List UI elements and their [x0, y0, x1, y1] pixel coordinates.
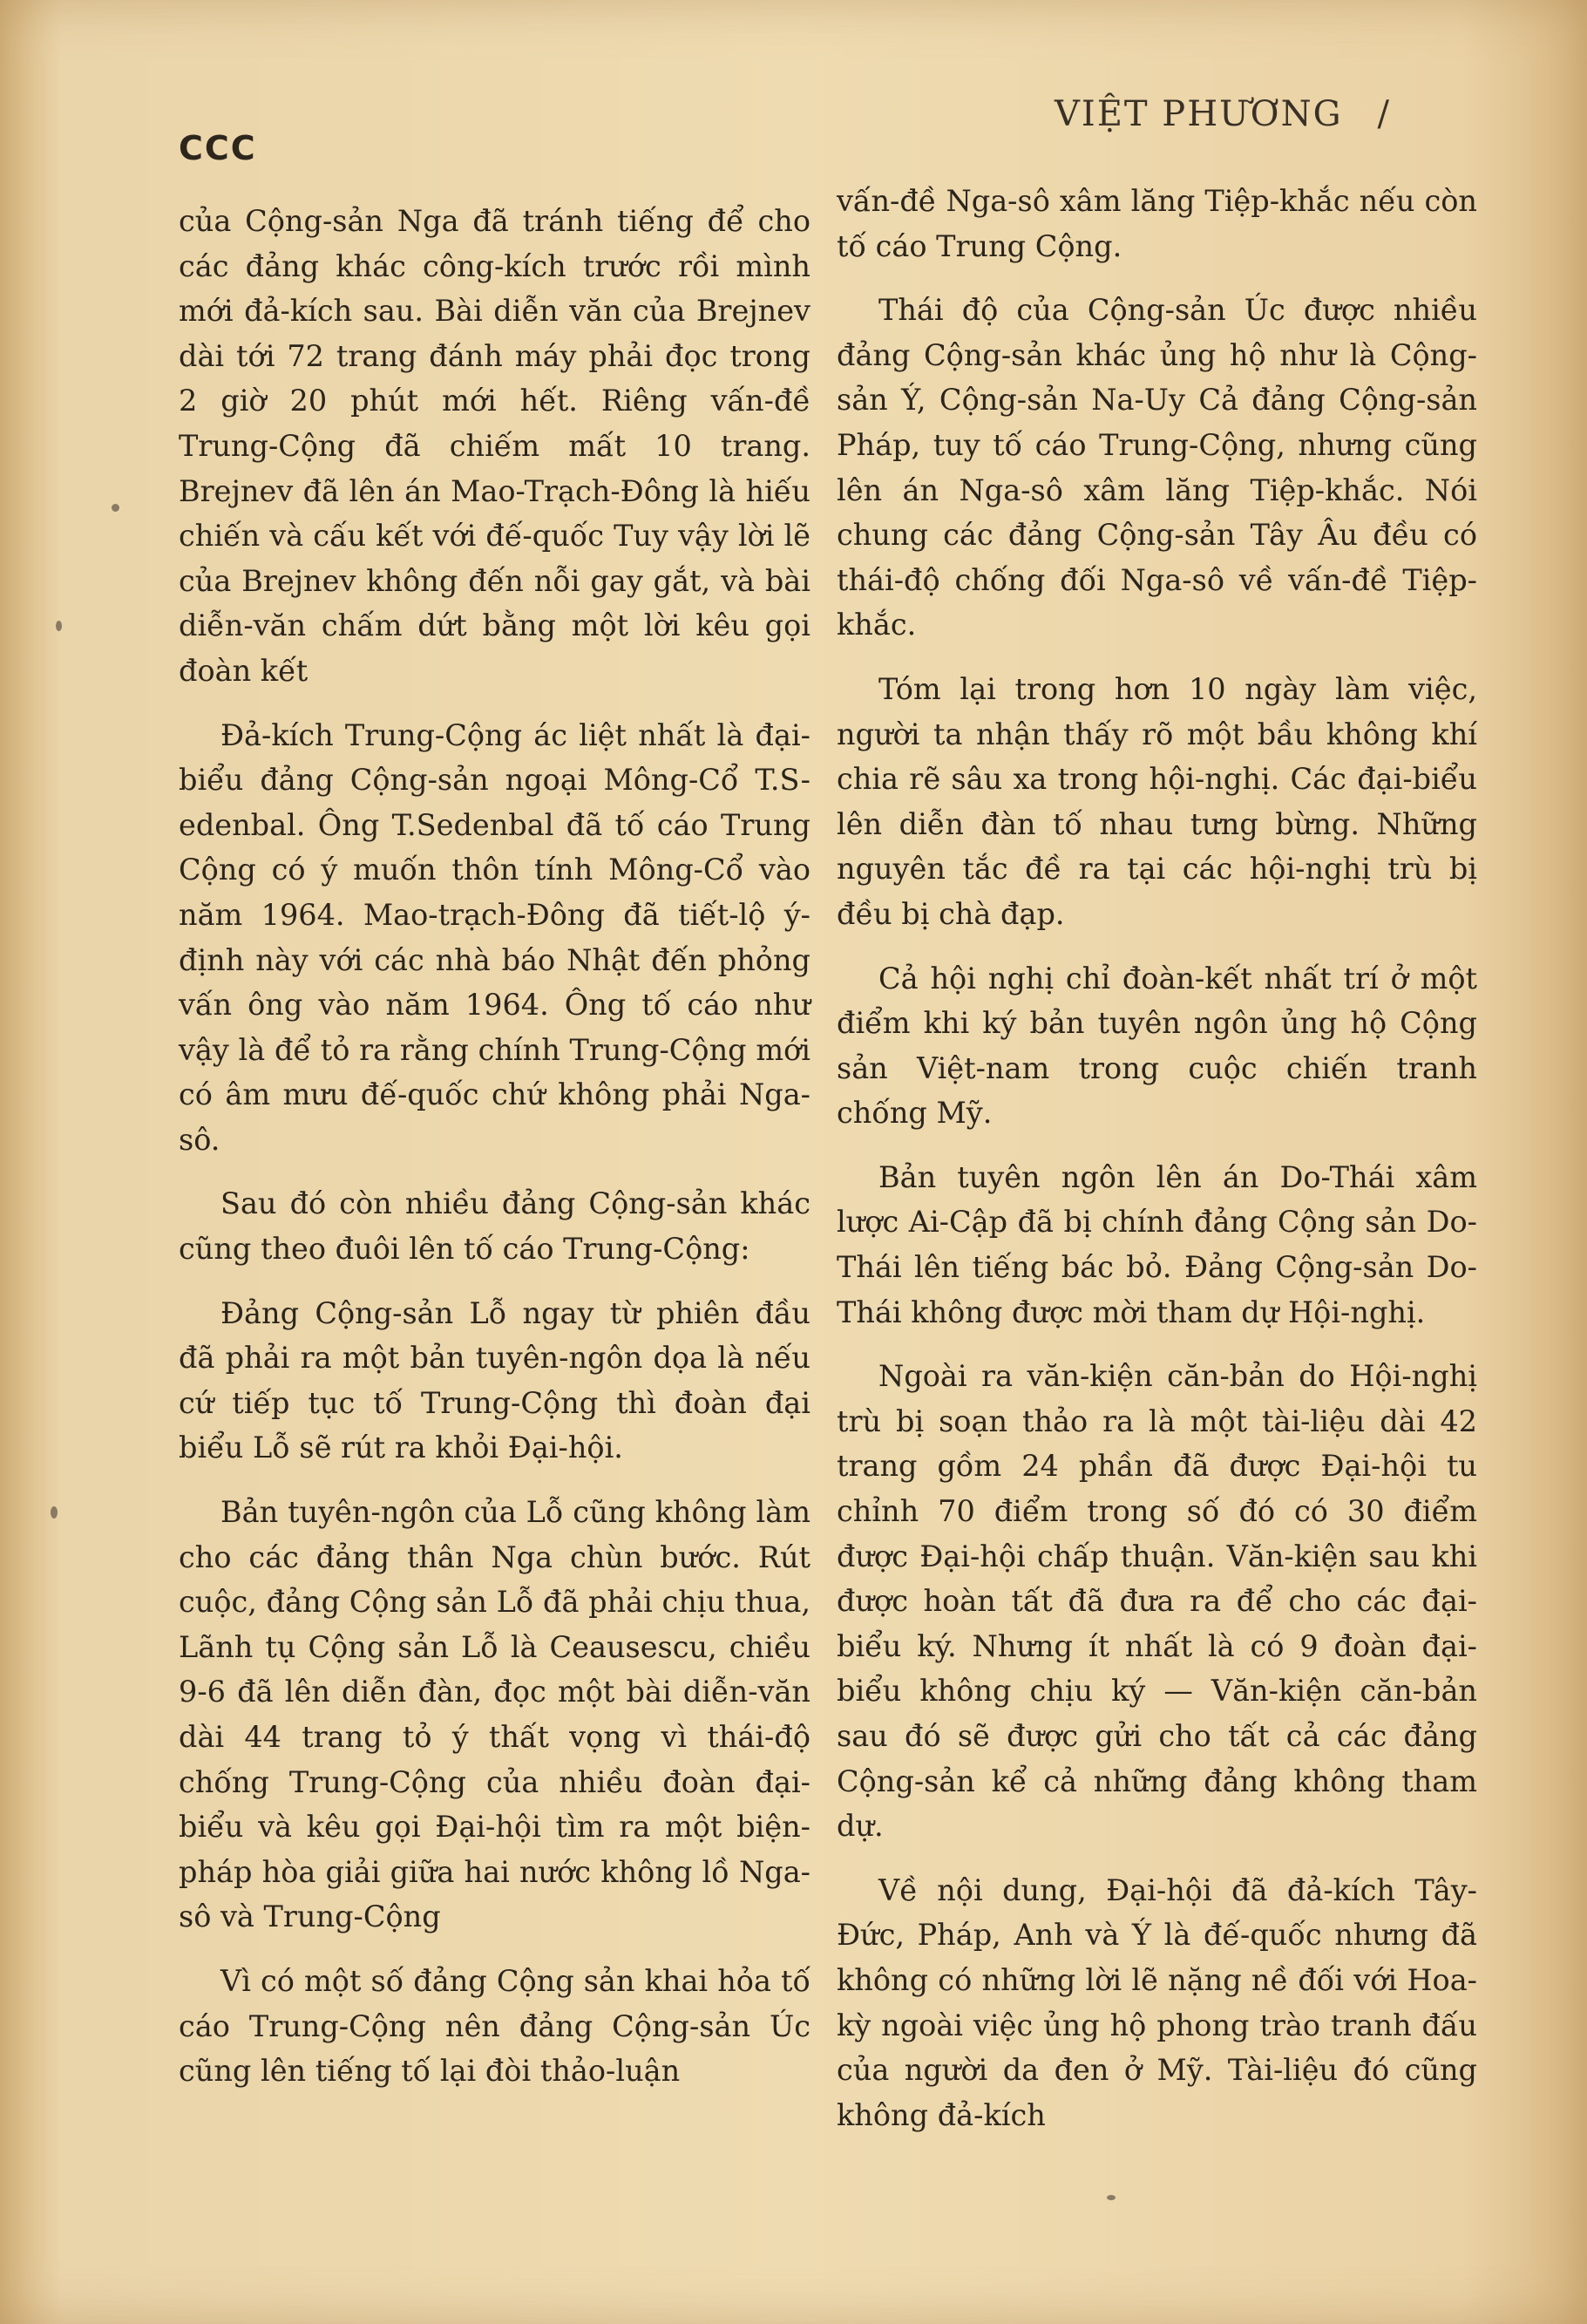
paragraph: của Cộng-sản Nga đã tránh tiếng để cho các đảng khác công-kích trước rồi mình mới đả-kích sau. Bài diễn văn của Brejnev dài tới 72 trang đánh máy phải đọc trong 2 giờ 20 phút mới hết. Riêng vấn-đề Trung-Cộng đã chiếm mất 10 trang. Brejnev đã lên án Mao-Trạch-Đông là hiếu chiến và cấu kết với đế-quốc Tuy vậy lời lẽ của Brejnev không đến nỗi gay gắt, và bài diễn-văn chấm dứt bằng một lời kêu gọi đoàn kết	[179, 204, 810, 688]
running-header	[1055, 94, 1391, 134]
paragraph: Vì có một số đảng Cộng sản khai hỏa tố cáo Trung-Cộng nên đảng Cộng-sản Úc cũng lên tiếng tố lại đòi thảo-luận	[179, 1963, 810, 2089]
paper-speck	[56, 621, 62, 631]
left-column	[179, 199, 810, 2113]
right-column	[837, 179, 1477, 2157]
paragraph: Tóm lại trong hơn 10 ngày làm việc, người ta nhận thấy rõ một bầu không khí chia rẽ sâu xa trong hội-nghị. Các đại-biểu lên diễn đàn tố nhau tưng bừng. Những nguyên tắc đề ra tại các hội-nghị trù bị đều bị chà đạp.	[837, 671, 1477, 931]
paragraph: Thái độ của Cộng-sản Úc được nhiều đảng Cộng-sản khác ủng hộ như là Cộng-sản Ý, Cộng-sản Na-Uy Cả đảng Cộng-sản Pháp, tuy tố cáo Trung-Cộng, nhưng cũng lên án Nga-sô xâm lăng Tiệp-khắc. Nói chung các đảng Cộng-sản Tây Âu đều có thái-độ chống đối Nga-sô về vấn-đề Tiệp-khắc.	[837, 293, 1477, 642]
running-header-mark: /	[1377, 94, 1392, 134]
paragraph: vấn-đề Nga-sô xâm lăng Tiệp-khắc nếu còn tố cáo Trung Cộng.	[837, 184, 1477, 263]
paragraph: Về nội dung, Đại-hội đã đả-kích Tây-Đức, Pháp, Anh và Ý là đế-quốc nhưng đã không có những lời lẽ nặng nề đối với Hoa-kỳ ngoài việc ủng hộ phong trào tranh đấu của người da đen ở Mỹ. Tài-liệu đó cũng không đả-kích	[837, 1872, 1477, 2132]
paragraph: Ngoài ra văn-kiện căn-bản do Hội-nghị trù bị soạn thảo ra là một tài-liệu dài 42 trang gồm 24 phần đã được Đại-hội tu chỉnh 70 điểm trong số đó có 30 điểm được Đại-hội chấp thuận. Văn-kiện sau khi được hoàn tất đã đưa ra để cho các đại-biểu ký. Nhưng ít nhất là có 9 đoàn đại-biểu không chịu ký — Văn-kiện căn-bản sau đó sẽ được gửi cho tất cả các đảng Cộng-sản kể cả những đảng không tham dự.	[837, 1359, 1477, 1844]
paragraph: Đả-kích Trung-Cộng ác liệt nhất là đại-biểu đảng Cộng-sản ngoại Mông-Cổ T.S-edenbal. Ông T.Sedenbal đã tố cáo Trung Cộng có ý muốn thôn tính Mông-Cổ vào năm 1964. Mao-trạch-Đông đã tiết-lộ ý-định này với các nhà báo Nhật đến phỏng vấn ông vào năm 1964. Ông tố cáo như vậy là để tỏ ra rằng chính Trung-Cộng mới có âm mưu đế-quốc chứ không phải Nga-sô.	[179, 717, 810, 1157]
paragraph: Cả hội nghị chỉ đoàn-kết nhất trí ở một điểm khi ký bản tuyên ngôn ủng hộ Cộng sản Việt-nam trong cuộc chiến tranh chống Mỹ.	[837, 961, 1477, 1131]
paper-speck	[51, 1506, 58, 1519]
paragraph: Bản tuyên ngôn lên án Do-Thái xâm lược Ai-Cập đã bị chính đảng Cộng sản Do-Thái lên tiếng bác bỏ. Đảng Cộng-sản Do-Thái không được mời tham dự Hội-nghị.	[837, 1159, 1477, 1329]
paragraph: Bản tuyên-ngôn của Lỗ cũng không làm cho các đảng thân Nga chùn bước. Rút cuộc, đảng Cộng sản Lỗ đã phải chịu thua, Lãnh tụ Cộng sản Lỗ là Ceausescu, chiều 9-6 đã lên diễn đàn, đọc một bài diễn-văn dài 44 trang tỏ ý thất vọng vì thái-độ chống Trung-Cộng của nhiều đoàn đại-biểu và kêu gọi Đại-hội tìm ra một biện-pháp hòa giải giữa hai nước không lồ Nga-sô và Trung-Cộng	[179, 1495, 810, 1934]
paragraph: Đảng Cộng-sản Lỗ ngay từ phiên đầu đã phải ra một bản tuyên-ngôn dọa là nếu cứ tiếp tục tố Trung-Cộng thì đoàn đại biểu Lỗ sẽ rút ra khỏi Đại-hội.	[179, 1295, 810, 1465]
paragraph: Sau đó còn nhiều đảng Cộng-sản khác cũng theo đuôi lên tố cáo Trung-Cộng:	[179, 1186, 810, 1267]
running-header-title: VIỆT PHƯƠNG	[1055, 94, 1343, 134]
paper-speck	[112, 504, 119, 512]
paper-speck	[1107, 2195, 1116, 2200]
header-left-mark: CCC	[179, 129, 257, 167]
